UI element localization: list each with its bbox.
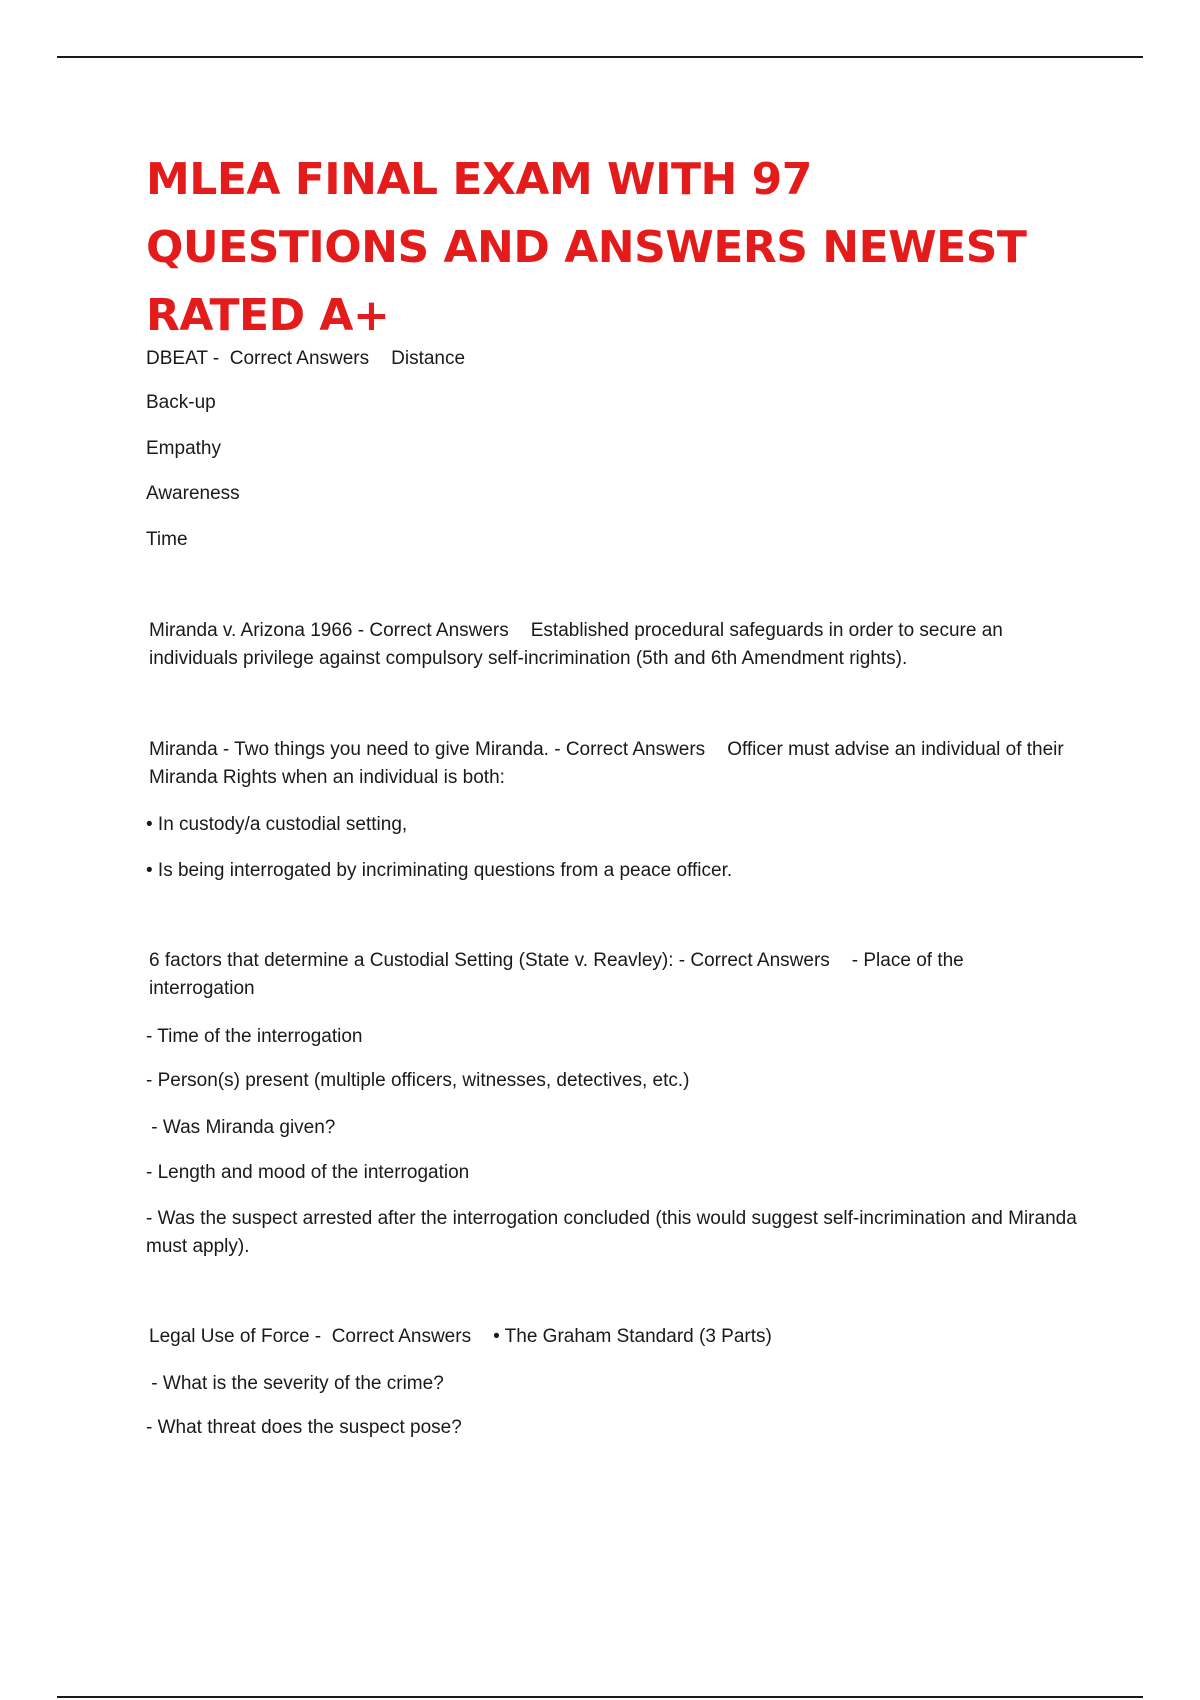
list-item: - Length and mood of the interrogation bbox=[146, 1162, 470, 1183]
document-title: MLEA FINAL EXAM WITH 97 QUESTIONS AND ANSWERS NEWEST RATED A+ bbox=[146, 154, 1027, 341]
list-item: - Was Miranda given? bbox=[146, 1117, 336, 1138]
bottom-rule bbox=[57, 1696, 1143, 1698]
question-text: Legal Use of Force - Correct Answers bbox=[149, 1326, 472, 1347]
bullet-item: • In custody/a custodial setting, bbox=[146, 814, 408, 835]
answer-text: • The Graham Standard (3 Parts) bbox=[493, 1326, 772, 1347]
question-text: Miranda - Two things you need to give Miranda. - Correct Answers bbox=[149, 739, 706, 760]
answer-line: Awareness bbox=[146, 483, 240, 504]
list-item: - What threat does the suspect pose? bbox=[146, 1417, 462, 1438]
qa-item-miranda-v-arizona bbox=[149, 617, 1079, 673]
question-text: Miranda v. Arizona 1966 - Correct Answers bbox=[149, 620, 509, 641]
list-item: - What is the severity of the crime? bbox=[146, 1373, 444, 1394]
question-text: 6 factors that determine a Custodial Setting (State v. Reavley): - Correct Answers bbox=[149, 950, 830, 971]
answer-text: Established procedural safeguards in order to secure an individuals privilege against compulsory self-incrimination (5th and 6th Amendment rights). bbox=[149, 620, 1003, 669]
answer-text: Distance bbox=[391, 348, 466, 369]
answer-line: Time bbox=[146, 529, 188, 550]
qa-item-dbeat bbox=[146, 345, 465, 373]
answer-line: Back-up bbox=[146, 392, 216, 413]
answer-text: Officer must advise an individual of their Miranda Rights when an individual is both: bbox=[149, 739, 1064, 788]
list-item: - Was the suspect arrested after the interrogation concluded (this would suggest self-incrimination and Miranda must apply). bbox=[146, 1208, 1077, 1257]
answer-text: - Place of the interrogation bbox=[149, 950, 964, 999]
qa-item-custodial-setting bbox=[149, 947, 1029, 1003]
list-item: - Person(s) present (multiple officers, witnesses, detectives, etc.) bbox=[146, 1070, 690, 1091]
list-item: - Time of the interrogation bbox=[146, 1026, 363, 1047]
bullet-item: • Is being interrogated by incriminating questions from a peace officer. bbox=[146, 860, 733, 881]
top-rule bbox=[57, 56, 1143, 58]
question-text: DBEAT - Correct Answers bbox=[146, 348, 370, 369]
answer-line: Empathy bbox=[146, 438, 221, 459]
qa-item-miranda-two-things bbox=[149, 736, 1094, 792]
qa-item-legal-use-of-force bbox=[149, 1323, 772, 1351]
